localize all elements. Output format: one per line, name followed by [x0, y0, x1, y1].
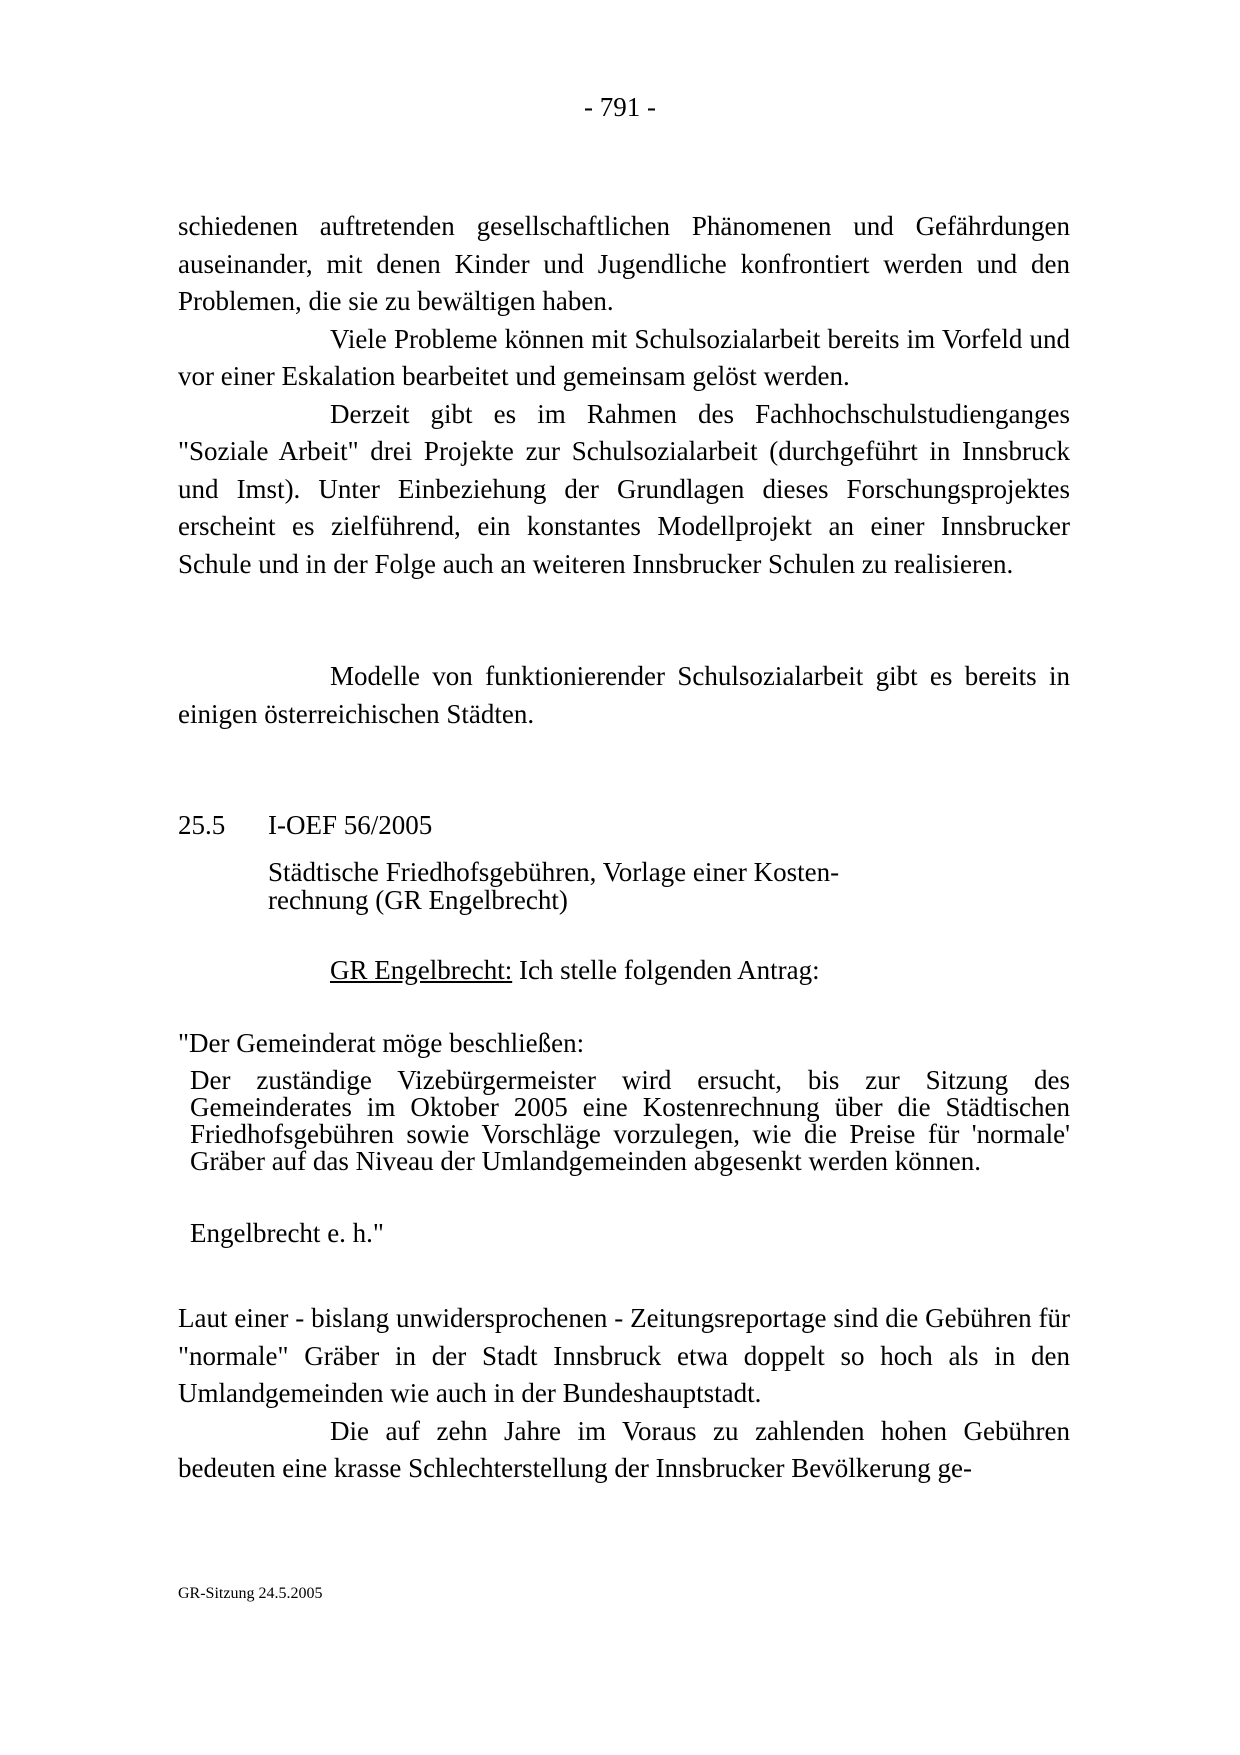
paragraph: Derzeit gibt es im Rahmen des Fachhochschulstudienganges "Soziale Arbeit" drei Projekte zur Schulsozialarbeit (durchgeführt in Innsbruck und Imst). Unter Einbeziehung der Grundlagen dieses Forschungsprojektes erscheint es zielführend, ein konstantes Modellprojekt an einer Innsbrucker Schule und in der Folge auch an weiteren Innsbrucker Schulen zu realisieren.: [178, 398, 1070, 579]
paragraph: Viele Probleme können mit Schulsozialarbeit bereits im Vorfeld und vor einer Eskalation bearbeitet und gemeinsam gelöst werden.: [178, 323, 1070, 391]
section-title-line: rechnung (GR Engelbrecht): [268, 885, 568, 915]
bottom-text-block: [178, 1300, 1070, 1488]
section-reference: I-OEF 56/2005: [268, 810, 433, 840]
top-text-block: [178, 208, 1070, 583]
section-title: [268, 858, 839, 914]
footer: GR-Sitzung 24.5.2005: [178, 1585, 323, 1602]
top-text-block-end: [178, 658, 1070, 733]
speaker-name: GR Engelbrecht:: [330, 955, 513, 985]
motion-intro: "Der Gemeinderat möge beschließen:: [178, 1028, 585, 1058]
section-number: 25.5: [178, 810, 226, 840]
motion-text: Der zuständige Vizebürgermeister wird ersucht, bis zur Sitzung des Gemeinderates im Oktober 2005 eine Kostenrechnung über die Städtischen Friedhofsgebühren sowie Vorschläge vorzulegen, wie die Preise für 'normale' Gräber auf das Niveau der Umlandgemeinden abgesenkt werden können.: [190, 1065, 1070, 1176]
motion-signature: Engelbrecht e. h.": [190, 1218, 384, 1248]
section-title-line: Städtische Friedhofsgebühren, Vorlage einer Kosten-: [268, 857, 840, 887]
paragraph: schiedenen auftretenden gesellschaftlichen Phänomenen und Gefährdungen auseinander, mit denen Kinder und Jugendliche konfrontiert werden und den Problemen, die sie zu bewältigen haben.: [178, 211, 1070, 316]
paragraph: Die auf zehn Jahre im Voraus zu zahlenden hohen Gebühren bedeuten eine krasse Schlechterstellung der Innsbrucker Bevölkerung ge-: [178, 1415, 1070, 1483]
page-number: - 791 -: [584, 92, 656, 122]
speaker-line: [330, 955, 820, 986]
paragraph: Modelle von funktionierender Schulsozialarbeit gibt es bereits in einigen österreichischen Städten.: [178, 661, 1070, 729]
speaker-statement: Ich stelle folgenden Antrag:: [512, 955, 820, 985]
section-heading: [178, 810, 432, 841]
paragraph: Laut einer - bislang unwidersprochenen - Zeitungsreportage sind die Gebühren für "normale" Gräber in der Stadt Innsbruck etwa doppelt so hoch als in den Umlandgemeinden wie auch in der Bundeshauptstadt.: [178, 1303, 1070, 1408]
